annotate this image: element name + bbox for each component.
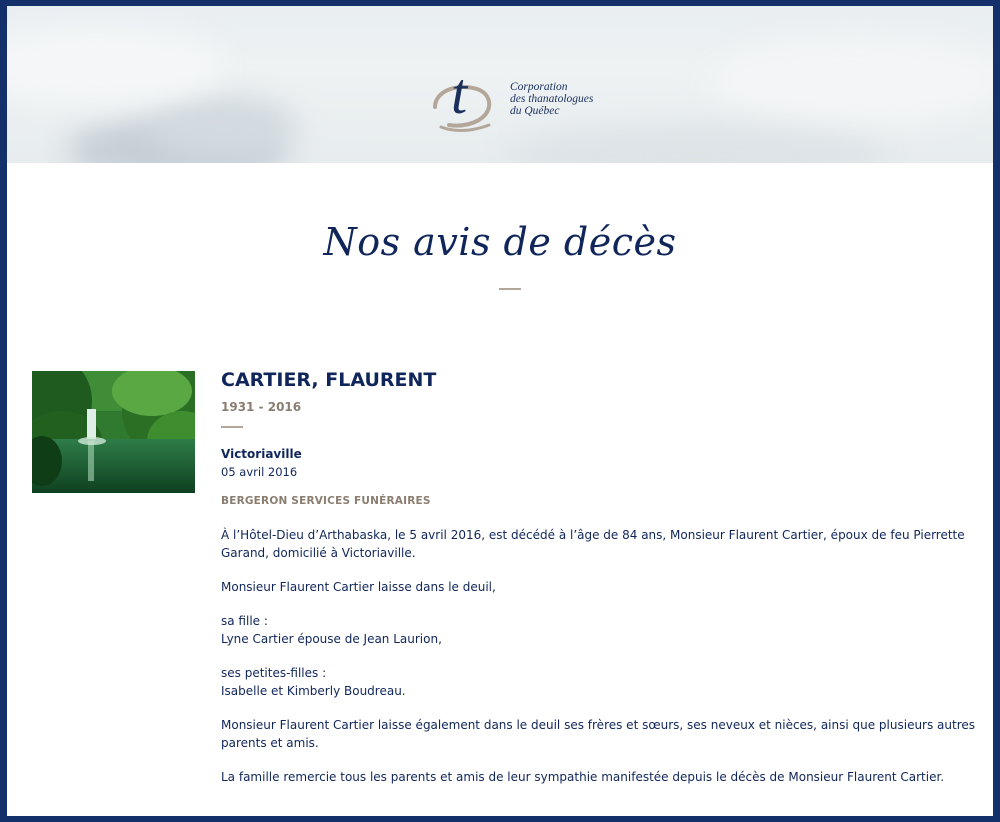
city: Victoriaville <box>221 447 302 461</box>
daughter-name: Lyne Cartier épouse de Jean Laurion, <box>221 632 442 646</box>
logo-line-2: des thanatologues <box>510 93 594 105</box>
obituary-content <box>221 368 981 786</box>
obituary-paragraph-4 <box>221 664 981 700</box>
logo-line-1: Corporation <box>510 81 568 93</box>
obituary-paragraph-2: Monsieur Flaurent Cartier laisse dans le deuil, <box>221 580 496 594</box>
granddaughters-names: Isabelle et Kimberly Boudreau. <box>221 684 406 698</box>
life-years: 1931 - 2016 <box>221 400 302 414</box>
title-divider <box>499 288 521 290</box>
thanatologues-logo-icon <box>427 61 497 136</box>
obituary-paragraph-5: Monsieur Flaurent Cartier laisse également dans le deuil ses frères et sœurs, ses neveux et nièces, ainsi que plusieurs autres parents et amis. <box>221 718 976 750</box>
name-divider <box>221 426 243 428</box>
deceased-photo[interactable] <box>32 371 195 493</box>
waterfall-forest-image <box>32 371 195 493</box>
death-date: 05 avril 2016 <box>221 465 298 479</box>
daughter-label: sa fille : <box>221 614 268 628</box>
site-logo[interactable] <box>427 61 607 141</box>
page-body <box>7 6 993 816</box>
funeral-home-link[interactable]: BERGERON SERVICES FUNÉRAIRES <box>221 495 431 507</box>
granddaughters-label: ses petites-filles : <box>221 666 327 680</box>
header-banner <box>7 6 993 163</box>
logo-line-3: du Québec <box>510 105 560 117</box>
obituary-paragraph-6: La famille remercie tous les parents et amis de leur sympathie manifestée depuis le décès de Monsieur Flaurent Cartier. <box>221 770 945 784</box>
obituary-paragraph-3 <box>221 612 981 648</box>
deceased-name[interactable]: CARTIER, FLAURENT <box>221 369 437 391</box>
logo-wordmark <box>510 81 593 117</box>
page-title: Nos avis de décès <box>323 220 677 264</box>
obituary-paragraph-1: À l’Hôtel-Dieu d’Arthabaska, le 5 avril 2016, est décédé à l’âge de 84 ans, Monsieur Flaurent Cartier, époux de feu Pierrette Garand, domicilié à Victoriaville. <box>221 528 965 560</box>
svg-text:t: t <box>451 61 468 126</box>
